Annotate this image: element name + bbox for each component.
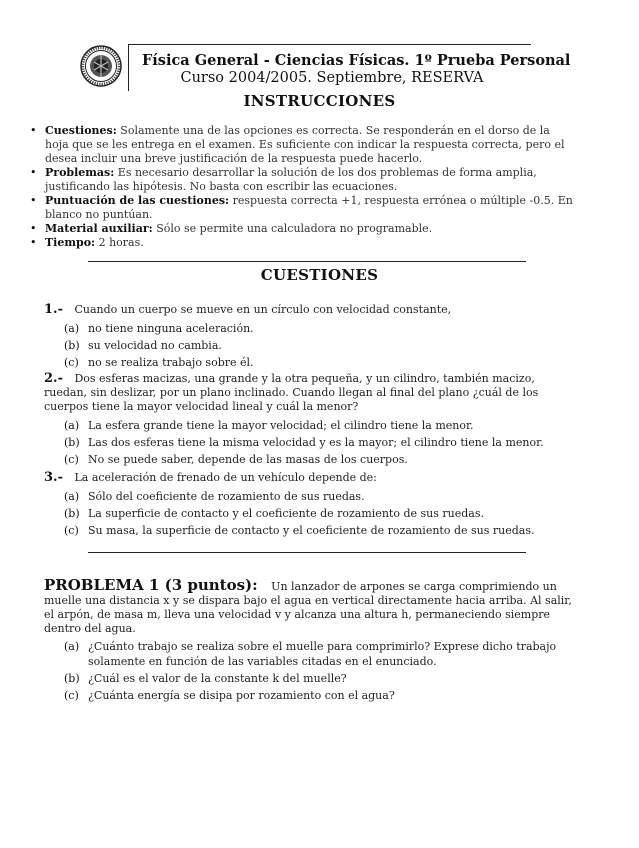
part-letter: (b)	[64, 672, 80, 685]
problem-1	[44, 578, 578, 703]
option-b	[44, 435, 578, 450]
option-a	[44, 489, 578, 504]
option-text: no se realiza trabajo sobre él.	[88, 356, 254, 369]
option-text: La esfera grande tiene la mayor velocidad; el cilindro tiene la menor.	[88, 419, 474, 432]
instruction-text: Sólo se permite una calculadora no programable.	[156, 222, 433, 235]
question-3	[44, 471, 578, 538]
section-divider	[88, 261, 526, 262]
instruction-label: Tiempo:	[45, 236, 96, 249]
question-options	[44, 418, 578, 467]
problem-parts	[44, 639, 578, 703]
question-stem	[44, 471, 578, 485]
instruction-item	[28, 124, 576, 166]
instruction-text: Solamente una de las opciones es correcta. Se responderán en el dorso de la hoja que se les entrega en el examen. Es suficiente con indicar la respuesta correcta, pero el desea incluir una breve justificación de la respuesta puede hacerlo.	[45, 124, 565, 165]
instructions-title: INSTRUCCIONES	[243, 92, 396, 110]
question-1	[44, 303, 578, 370]
question-options	[44, 321, 578, 370]
option-text: Las dos esferas tiene la misma velocidad y es la mayor; el cilindro tiene la menor.	[88, 436, 544, 449]
part-a	[44, 639, 578, 669]
bullet-icon: •	[30, 236, 37, 249]
instruction-item	[28, 194, 576, 222]
instruction-item	[28, 222, 576, 236]
exam-subtitle: Curso 2004/2005. Septiembre, RESERVA	[180, 70, 484, 86]
section-divider	[88, 552, 526, 553]
exam-title: Física General - Ciencias Físicas. 1º Prueba Personal	[142, 52, 571, 69]
option-letter: (c)	[64, 356, 79, 369]
option-letter: (b)	[64, 436, 80, 449]
part-c	[44, 688, 578, 703]
instruction-label: Material auxiliar:	[45, 222, 153, 235]
option-c	[44, 452, 578, 467]
question-number: 2.-	[44, 371, 63, 386]
question-number: 3.-	[44, 470, 63, 485]
option-letter: (c)	[64, 524, 79, 537]
instruction-item	[28, 236, 576, 250]
option-letter: (b)	[64, 507, 80, 520]
problem-text: Un lanzador de arpones se carga comprimiendo un muelle una distancia x y se dispara bajo el agua en vertical directamente hacia arriba. Al salir, el arpón, de masa m, lleva una velocidad v y alcanza una altura h, permaneciendo siempre dentro del agua.	[44, 580, 572, 635]
question-text: La aceleración de frenado de un vehículo depende de:	[74, 471, 377, 484]
option-text: no tiene ninguna aceleración.	[88, 322, 254, 335]
option-b	[44, 338, 578, 353]
instruction-label: Cuestiones:	[45, 124, 117, 137]
option-text: No se puede saber, depende de las masas de los cuerpos.	[88, 453, 408, 466]
university-seal-icon	[80, 45, 122, 87]
part-b	[44, 671, 578, 686]
question-text: Dos esferas macizas, una grande y la otra pequeña, y un cilindro, también macizo, ruedan, sin deslizar, por un plano inclinado. Cuando llegan al final del plano ¿cuál de los cuerpos tiene la mayor velocidad lineal y cuál la menor?	[44, 372, 539, 413]
question-stem	[44, 303, 578, 317]
option-text: La superficie de contacto y el coeficiente de rozamiento de sus ruedas.	[88, 507, 484, 520]
part-text: ¿Cuánto trabajo se realiza sobre el muelle para comprimirlo? Exprese dicho trabajo solamente en función de las variables citadas en el enunciado.	[88, 640, 557, 668]
questions-title: CUESTIONES	[260, 266, 379, 284]
option-a	[44, 321, 578, 336]
question-2	[44, 372, 578, 467]
instruction-text: Es necesario desarrollar la solución de los dos problemas de forma amplia, justificando las hipótesis. No basta con escribir las ecuaciones.	[45, 166, 537, 193]
question-options	[44, 489, 578, 538]
bullet-icon: •	[30, 194, 37, 207]
problem-stem	[44, 578, 578, 636]
option-c	[44, 523, 578, 538]
option-letter: (a)	[64, 419, 80, 432]
bullet-icon: •	[30, 166, 37, 179]
part-text: ¿Cuánta energía se disipa por rozamiento con el agua?	[88, 689, 395, 702]
option-letter: (a)	[64, 322, 80, 335]
question-text: Cuando un cuerpo se mueve en un círculo con velocidad constante,	[74, 303, 452, 316]
question-number: 1.-	[44, 302, 63, 317]
option-c	[44, 355, 578, 370]
instruction-text: 2 horas.	[98, 236, 144, 249]
option-letter: (c)	[64, 453, 79, 466]
question-stem	[44, 372, 578, 414]
instruction-label: Problemas:	[45, 166, 115, 179]
part-letter: (c)	[64, 689, 79, 702]
option-text: su velocidad no cambia.	[88, 339, 222, 352]
option-text: Sólo del coeficiente de rozamiento de sus ruedas.	[88, 490, 365, 503]
option-b	[44, 506, 578, 521]
option-letter: (a)	[64, 490, 80, 503]
instruction-item	[28, 166, 576, 194]
bullet-icon: •	[30, 124, 37, 137]
problem-title: PROBLEMA 1 (3 puntos):	[44, 576, 258, 594]
option-letter: (b)	[64, 339, 80, 352]
option-text: Su masa, la superficie de contacto y el coeficiente de rozamiento de sus ruedas.	[88, 524, 535, 537]
instructions-list	[28, 124, 576, 250]
part-letter: (a)	[64, 640, 80, 653]
instruction-label: Puntuación de las cuestiones:	[45, 194, 230, 207]
bullet-icon: •	[30, 222, 37, 235]
option-a	[44, 418, 578, 433]
part-text: ¿Cuál es el valor de la constante k del muelle?	[88, 672, 347, 685]
instruction-text: respuesta correcta +1, respuesta errónea o múltiple -0.5. En blanco no puntúan.	[45, 194, 573, 221]
